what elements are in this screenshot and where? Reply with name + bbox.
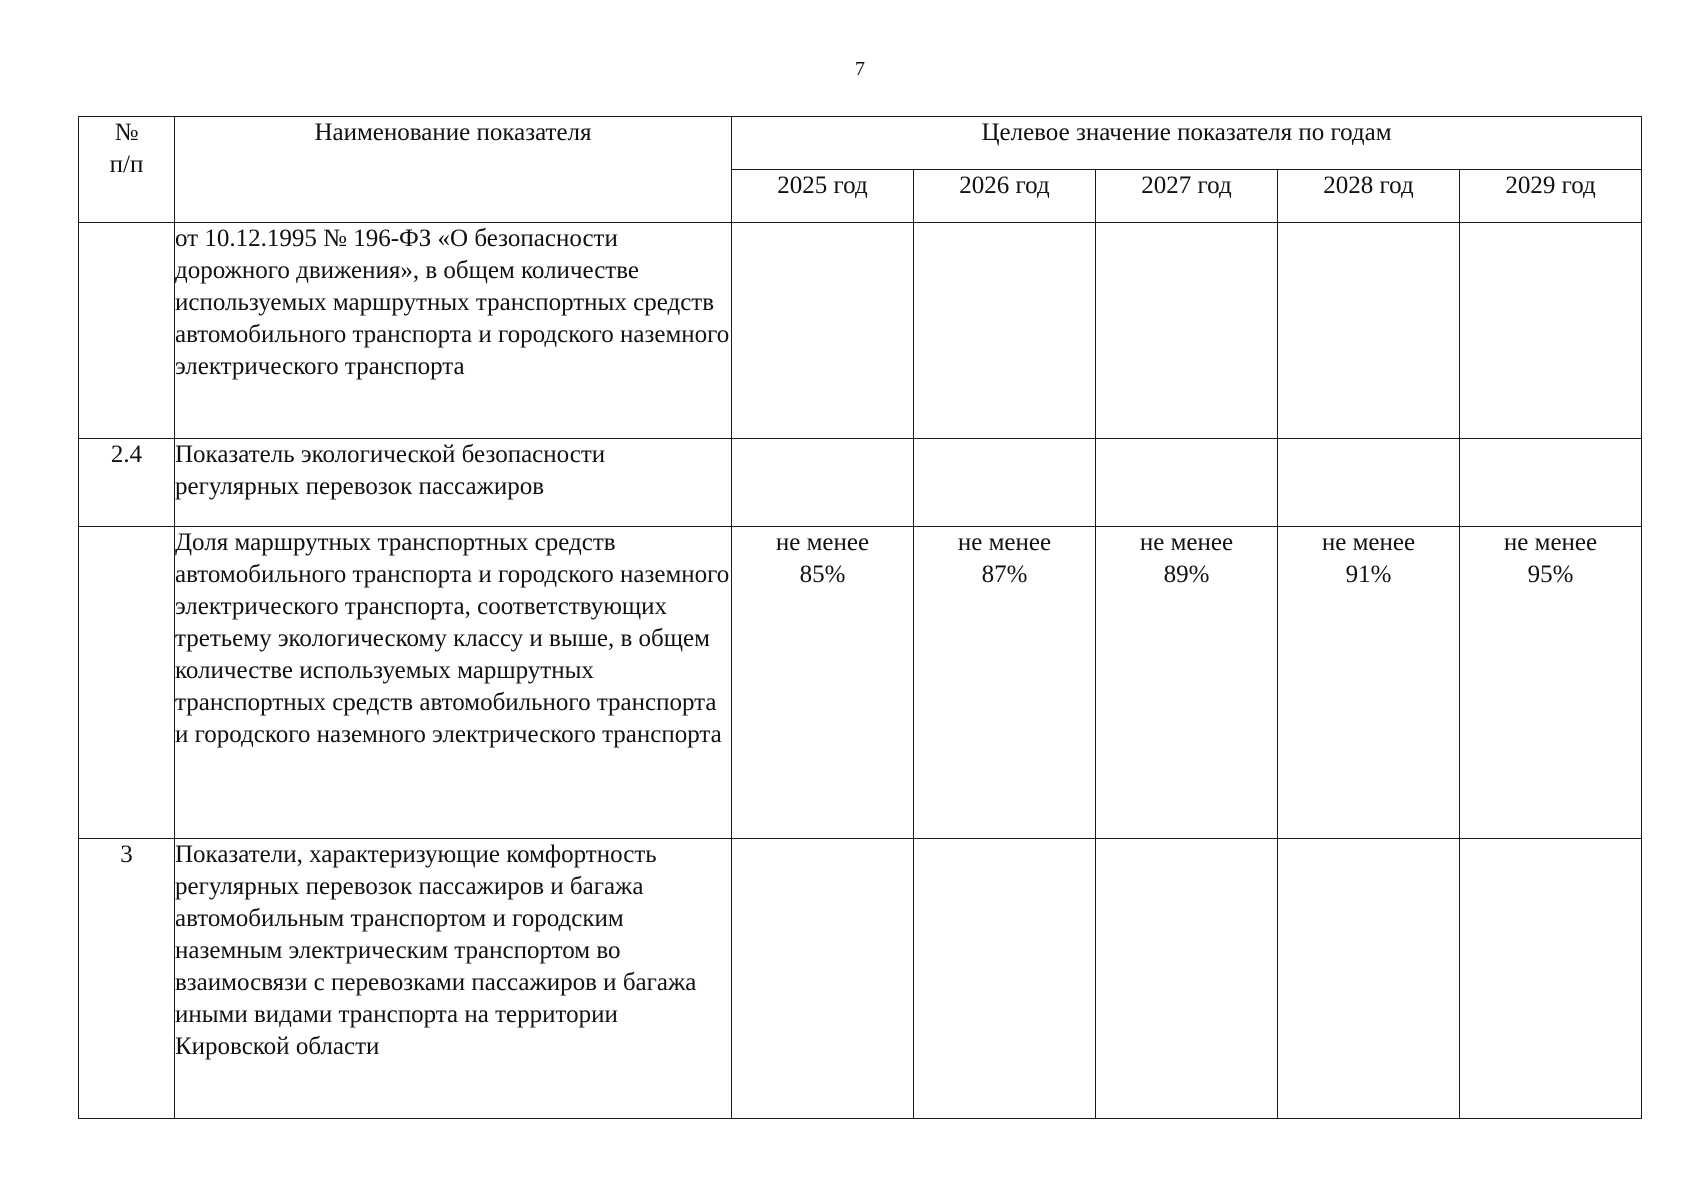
header-target-value: Целевое значение показателя по годам	[732, 117, 1642, 170]
row-value-2025	[732, 527, 914, 839]
header-year-2025: 2025 год	[732, 170, 914, 223]
value-number: 87%	[981, 561, 1028, 588]
header-number-line1: №	[114, 119, 139, 146]
row-value-2029	[1460, 223, 1642, 439]
table-row	[79, 839, 1642, 1119]
table-row	[79, 439, 1642, 527]
value-prefix: не менее	[1321, 529, 1416, 556]
value-prefix: не менее	[775, 529, 870, 556]
header-number-line2: п/п	[109, 151, 144, 178]
value-number: 85%	[799, 561, 846, 588]
table-row	[79, 223, 1642, 439]
row-number	[79, 527, 175, 839]
value-number: 95%	[1527, 561, 1574, 588]
row-value-2025	[732, 839, 914, 1119]
header-year-2028: 2028 год	[1278, 170, 1460, 223]
header-indicator-name: Наименование показателя	[175, 117, 732, 223]
row-value-2025	[732, 223, 914, 439]
row-number	[79, 223, 175, 439]
header-year-2027: 2027 год	[1096, 170, 1278, 223]
row-value-2029	[1460, 839, 1642, 1119]
value-number: 91%	[1345, 561, 1392, 588]
row-value-2027	[1096, 223, 1278, 439]
row-value-2028	[1278, 223, 1460, 439]
header-year-2029: 2029 год	[1460, 170, 1642, 223]
row-value-2025	[732, 439, 914, 527]
header-year-2026: 2026 год	[914, 170, 1096, 223]
row-number: 3	[79, 839, 175, 1119]
page-number: 7	[855, 58, 865, 80]
row-value-2026	[914, 527, 1096, 839]
row-value-2028	[1278, 527, 1460, 839]
row-number: 2.4	[79, 439, 175, 527]
row-value-2026	[914, 439, 1096, 527]
header-row	[79, 117, 1642, 170]
row-value-2029	[1460, 439, 1642, 527]
row-indicator-name: Показатель экологической безопасности регулярных перевозок пассажиров	[175, 439, 732, 527]
row-indicator-name: Показатели, характеризующие комфортность регулярных перевозок пассажиров и багажа автомобильным транспортом и городским наземным электрическим транспортом во взаимосвязи с перевозками пассажиров и багажа иными видами транспорта на территории Кировской области	[175, 839, 732, 1119]
table-row	[79, 527, 1642, 839]
value-number: 89%	[1163, 561, 1210, 588]
row-value-2027	[1096, 439, 1278, 527]
value-prefix: не менее	[1503, 529, 1598, 556]
row-value-2029	[1460, 527, 1642, 839]
value-prefix: не менее	[957, 529, 1052, 556]
row-value-2027	[1096, 527, 1278, 839]
row-indicator-name: Доля маршрутных транспортных средств автомобильного транспорта и городского наземного электрического транспорта, соответствующих третьему экологическому классу и выше, в общем количестве используемых маршрутных транспортных средств автомобильного транспорта и городского наземного электрического транспорта	[175, 527, 732, 839]
row-value-2028	[1278, 439, 1460, 527]
row-value-2027	[1096, 839, 1278, 1119]
indicators-table	[78, 116, 1642, 1119]
value-prefix: не менее	[1139, 529, 1234, 556]
header-number	[79, 117, 175, 223]
row-value-2026	[914, 223, 1096, 439]
row-value-2026	[914, 839, 1096, 1119]
row-indicator-name: от 10.12.1995 № 196-ФЗ «О безопасности дорожного движения», в общем количестве используемых маршрутных транспортных средств автомобильного транспорта и городского наземного электрического транспорта	[175, 223, 732, 439]
row-value-2028	[1278, 839, 1460, 1119]
